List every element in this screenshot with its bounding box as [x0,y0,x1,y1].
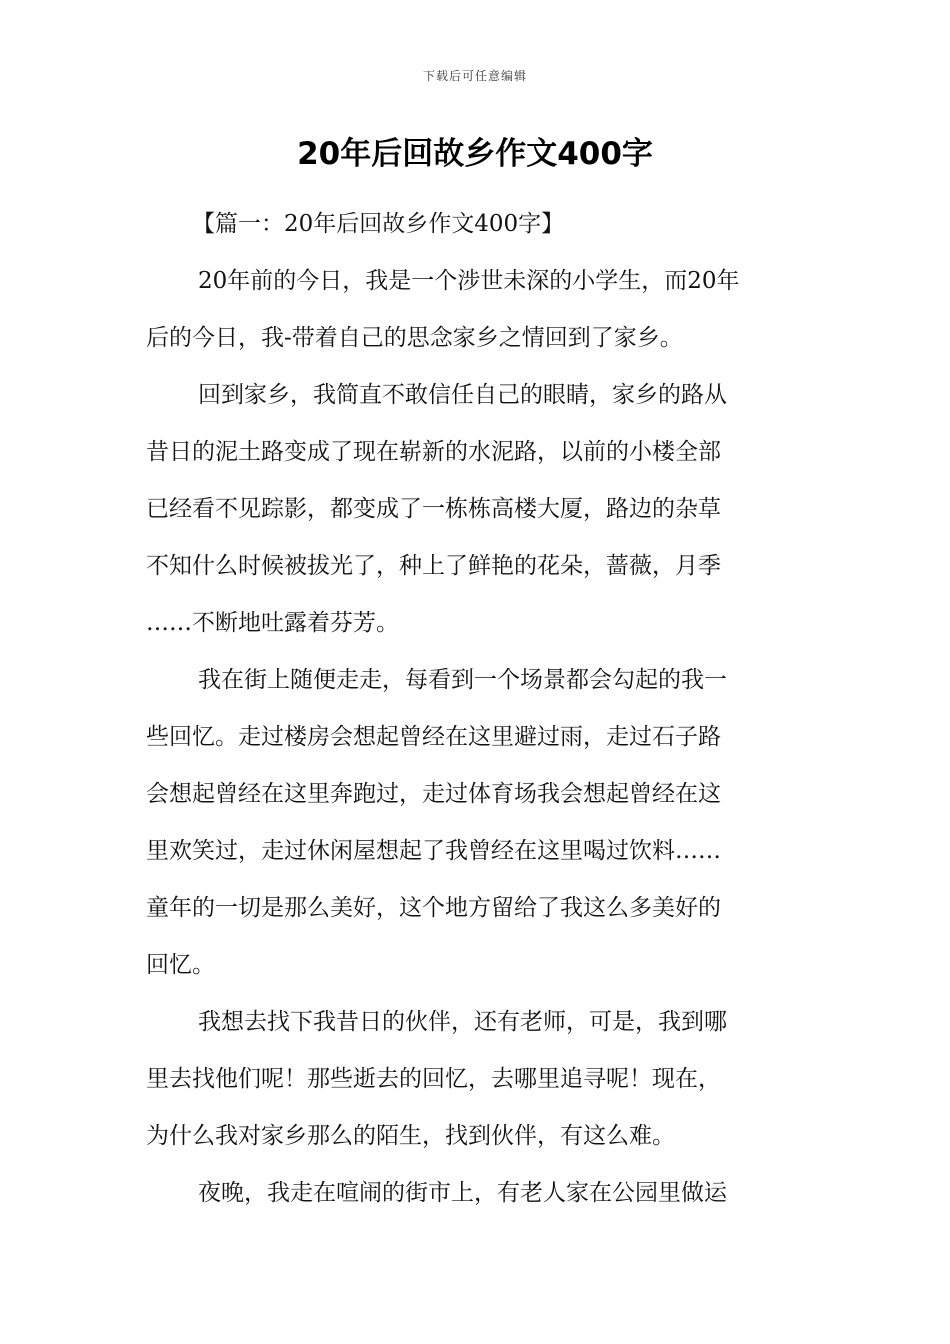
page-header-note: 下载后可任意编辑 [422,69,527,83]
paragraph-line: 为什么我对家乡那么的陌生，找到伙伴，有这么难。 [146,1122,675,1149]
paragraph-line: 回忆。 [146,951,215,978]
paragraph-line: 昔日的泥土路变成了现在崭新的水泥路，以前的小楼全部 [146,438,721,465]
document-title: 20年后回故乡作文400字 [297,136,653,172]
section-heading: 【篇一：20年后回故乡作文400字】 [192,211,565,237]
document-body [146,196,808,1222]
paragraph-5 [146,1165,808,1222]
paragraph-line: 童年的一切是那么美好，这个地方留给了我这么多美好的 [146,894,721,921]
paragraph-line: 不知什么时候被拔光了，种上了鲜艳的花朵，蔷薇，月季 [146,552,721,579]
paragraph-2 [146,367,808,652]
paragraph-line: 会想起曾经在这里奔跑过，走过体育场我会想起曾经在这 [146,780,721,807]
paragraph-line: ……不断地吐露着芬芳。 [146,609,399,636]
paragraph-line: 夜晚，我走在喧闹的街市上，有老人家在公园里做运 [198,1179,727,1206]
paragraph-line: 些回忆。走过楼房会想起曾经在这里避过雨，走过石子路 [146,723,721,750]
paragraph-line: 里去找他们呢！那些逝去的回忆，去哪里追寻呢！现在， [146,1065,721,1092]
paragraph-line: 后的今日，我-带着自己的思念家乡之情回到了家乡。 [146,324,683,351]
paragraph-4 [146,994,808,1165]
paragraph-line: 回到家乡，我简直不敢信任自己的眼睛，家乡的路从 [198,381,727,408]
paragraph-line: 已经看不见踪影，都变成了一栋栋高楼大厦，路边的杂草 [146,495,721,522]
paragraph-1 [146,253,808,367]
paragraph-3 [146,652,808,994]
paragraph-line: 我在街上随便走走，每看到一个场景都会勾起的我一 [198,666,727,693]
paragraph-line: 里欢笑过，走过休闲屋想起了我曾经在这里喝过饮料…… [146,837,721,864]
paragraph-line: 我想去找下我昔日的伙伴，还有老师，可是，我到哪 [198,1008,727,1035]
paragraph-line: 20年前的今日，我是一个涉世未深的小学生，而20年 [198,267,740,294]
